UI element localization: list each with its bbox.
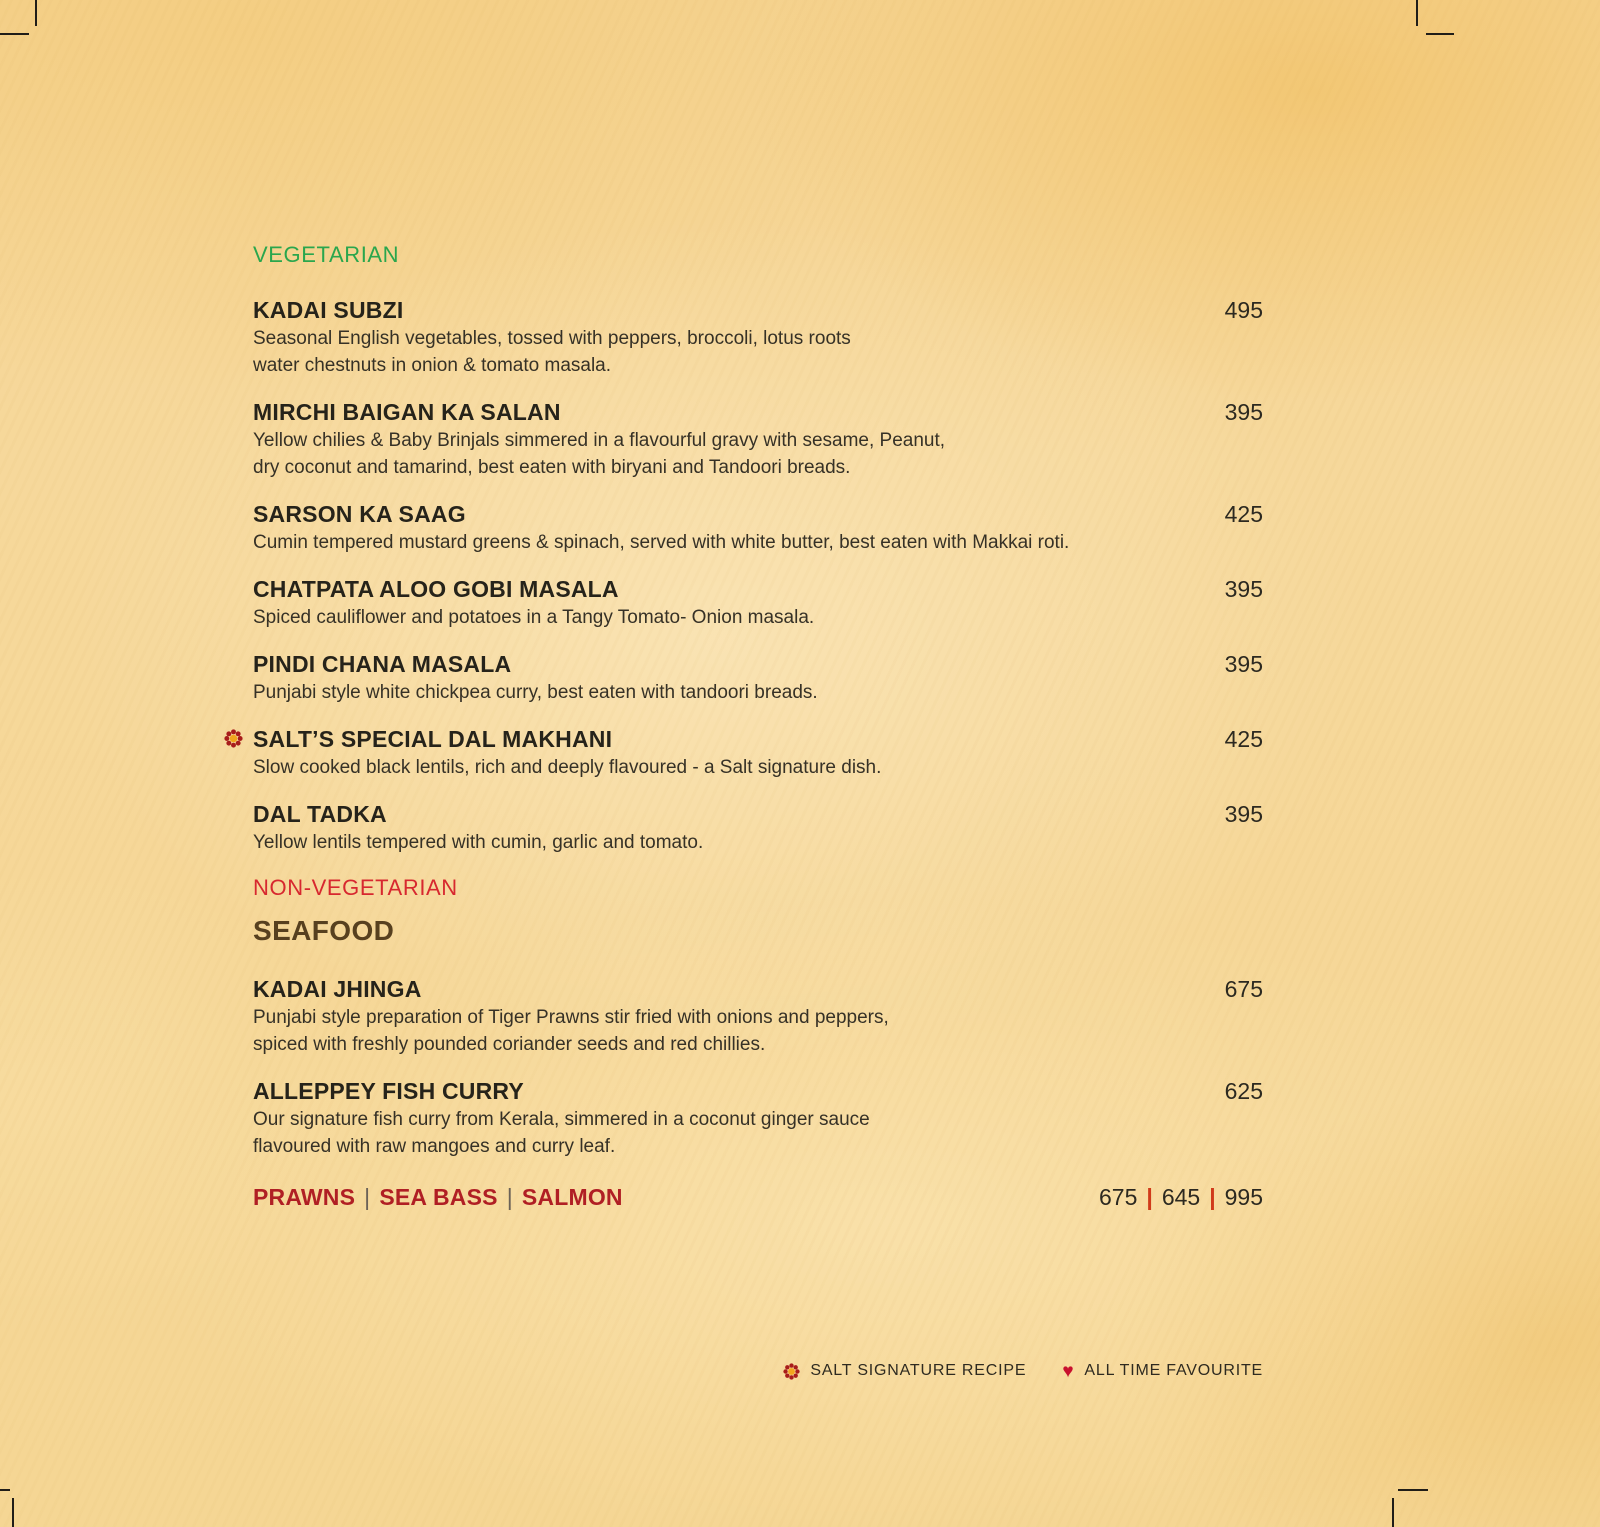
signature-flower-icon	[224, 729, 243, 748]
fish-variant-prices	[1099, 1182, 1263, 1212]
section-header-non-vegetarian: NON-VEGETARIAN	[253, 875, 458, 900]
dish-name: KADAI JHINGA	[253, 976, 422, 1002]
dish-description: Punjabi style preparation of Tiger Prawns stir fried with onions and peppers,	[253, 1007, 889, 1028]
dish-description: Yellow lentils tempered with cumin, garlic and tomato.	[253, 832, 704, 853]
dish-price: 395	[1224, 399, 1263, 425]
dish-description: Yellow chilies & Baby Brinjals simmered in a flavourful gravy with sesame, Peanut,	[253, 430, 946, 451]
crop-mark	[1398, 1489, 1428, 1491]
separator: |	[364, 1184, 371, 1210]
dish-price: 395	[1224, 801, 1263, 827]
legend-favourite-label: ALL TIME FAVOURITE	[1084, 1362, 1263, 1379]
dish-name: ALLEPPEY FISH CURRY	[253, 1078, 524, 1104]
signature-flower-icon	[783, 1363, 800, 1380]
heart-icon: ♥	[1062, 1360, 1075, 1382]
legend	[783, 1362, 1263, 1380]
dish-name: KADAI SUBZI	[253, 297, 404, 323]
menu-item	[253, 397, 1263, 481]
section-header-seafood: SEAFOOD	[253, 915, 395, 946]
menu-item	[253, 499, 1263, 556]
menu-item	[253, 974, 1263, 1058]
legend-signature-label: SALT SIGNATURE RECIPE	[810, 1362, 1027, 1379]
menu-item	[253, 799, 1263, 856]
separator: |	[506, 1184, 513, 1210]
variant-name: PRAWNS	[253, 1184, 356, 1210]
fish-variant-row	[253, 1182, 1263, 1212]
variant-name: SEA BASS	[379, 1184, 498, 1210]
menu-item	[253, 574, 1263, 631]
fish-variant-names	[253, 1182, 623, 1212]
menu-content	[253, 243, 1263, 1212]
dish-description: water chestnuts in onion & tomato masala.	[253, 355, 612, 376]
dish-name: CHATPATA ALOO GOBI MASALA	[253, 576, 619, 602]
dish-price: 675	[1224, 976, 1263, 1002]
menu-item	[253, 1076, 1263, 1160]
dish-name: MIRCHI BAIGAN KA SALAN	[253, 399, 561, 425]
menu-item	[253, 724, 1263, 781]
variant-price: 675	[1099, 1184, 1138, 1210]
crop-mark	[1416, 0, 1418, 26]
dish-description: Seasonal English vegetables, tossed with peppers, broccoli, lotus roots	[253, 328, 851, 349]
dish-description: Punjabi style white chickpea curry, best eaten with tandoori breads.	[253, 682, 818, 703]
menu-item	[253, 649, 1263, 706]
dish-name: SARSON KA SAAG	[253, 501, 466, 527]
dish-description: Our signature fish curry from Kerala, simmered in a coconut ginger sauce	[253, 1109, 870, 1130]
dish-description: Spiced cauliflower and potatoes in a Tangy Tomato- Onion masala.	[253, 607, 815, 628]
separator: |	[1146, 1184, 1153, 1210]
variant-price: 995	[1224, 1184, 1263, 1210]
crop-mark	[12, 1498, 14, 1527]
dish-name: SALT’S SPECIAL DAL MAKHANI	[253, 726, 613, 752]
dish-name: DAL TADKA	[253, 801, 387, 827]
crop-mark	[1426, 33, 1454, 35]
dish-price: 495	[1224, 297, 1263, 323]
dish-price: 625	[1224, 1078, 1263, 1104]
dish-description: Slow cooked black lentils, rich and deeply flavoured - a Salt signature dish.	[253, 757, 882, 778]
crop-mark	[0, 33, 29, 35]
separator: |	[1209, 1184, 1216, 1210]
dish-description: spiced with freshly pounded coriander seeds and red chillies.	[253, 1034, 766, 1055]
crop-mark	[35, 0, 37, 26]
crop-mark	[0, 1489, 10, 1491]
dish-price: 395	[1224, 651, 1263, 677]
dish-description: Cumin tempered mustard greens & spinach, served with white butter, best eaten with Makkai roti.	[253, 532, 1070, 553]
dish-price: 425	[1224, 726, 1263, 752]
dish-description: flavoured with raw mangoes and curry leaf.	[253, 1136, 616, 1157]
menu-item	[253, 295, 1263, 379]
dish-description: dry coconut and tamarind, best eaten with biryani and Tandoori breads.	[253, 457, 851, 478]
dish-price: 395	[1224, 576, 1263, 602]
dish-name: PINDI CHANA MASALA	[253, 651, 512, 677]
dish-price: 425	[1224, 501, 1263, 527]
crop-mark	[1392, 1498, 1394, 1527]
variant-name: SALMON	[521, 1184, 623, 1210]
section-header-vegetarian: VEGETARIAN	[253, 242, 400, 267]
variant-price: 645	[1161, 1184, 1201, 1210]
